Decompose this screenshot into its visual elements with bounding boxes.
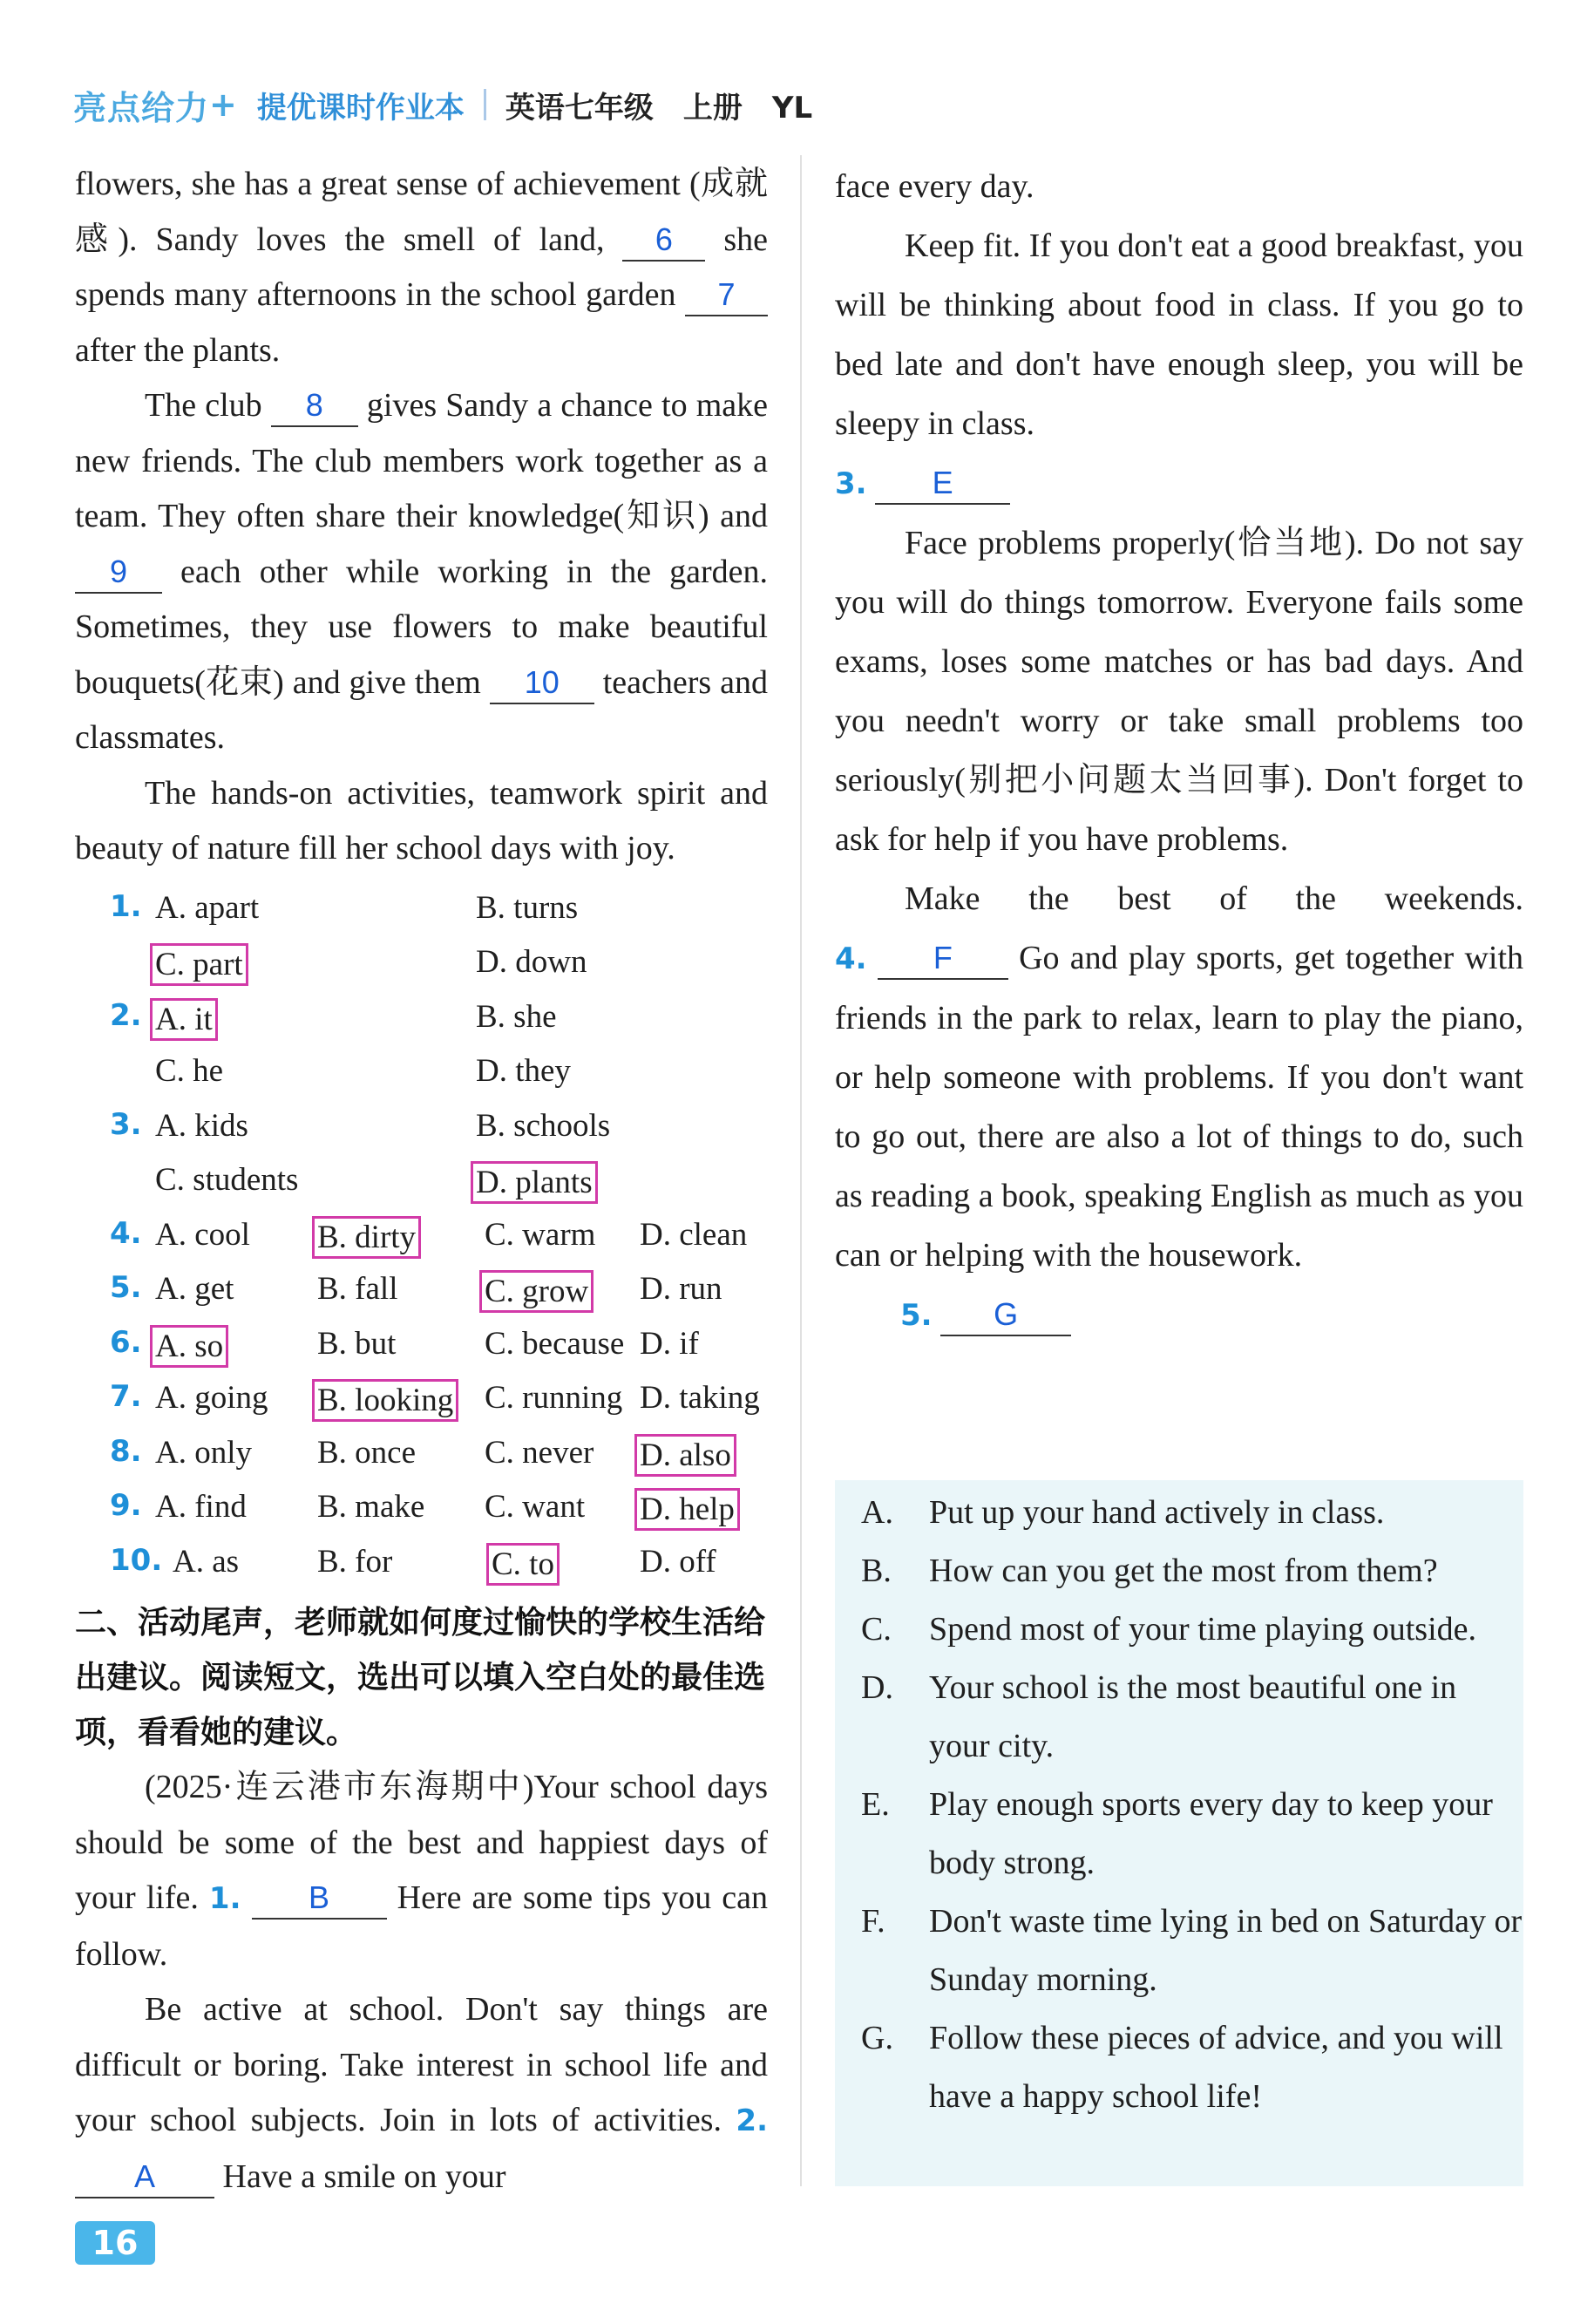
option-text: Spend most of your time playing outside. <box>929 1611 1477 1648</box>
choice-option[interactable]: B. for <box>317 1543 393 1580</box>
page-number: 16 <box>75 2221 155 2265</box>
choice-option[interactable]: C. he <box>155 1053 224 1089</box>
passage-paragraph: The hands-on activities, teamwork spirit and beauty of nature fill her school days with joy. <box>75 774 768 866</box>
choice-row <box>75 882 768 937</box>
option-item <box>861 1892 1523 2009</box>
question-number: 2. <box>110 997 142 1033</box>
answer-blank-1[interactable]: B <box>252 1878 387 1920</box>
choice-option[interactable]: A. kids <box>155 1107 248 1144</box>
choice-option[interactable]: D. help <box>634 1488 740 1531</box>
answer-blank-5[interactable]: G <box>940 1295 1071 1336</box>
option-letter: D. <box>861 1669 893 1706</box>
question-number: 3. <box>835 466 867 501</box>
choice-row <box>75 1263 768 1318</box>
option-item <box>861 1659 1523 1776</box>
option-item <box>861 1542 1523 1600</box>
choice-row <box>75 1427 768 1482</box>
multiple-choice-list <box>75 882 768 1591</box>
option-text: How can you get the most from them? <box>929 1553 1438 1589</box>
choice-option[interactable]: D. taking <box>640 1380 760 1416</box>
option-text: Play enough sports every day to keep your body strong. <box>929 1786 1493 1881</box>
choice-option[interactable]: D. clean <box>640 1216 748 1253</box>
choice-option[interactable]: C. grow <box>479 1270 594 1313</box>
choice-option[interactable]: A. going <box>155 1380 268 1416</box>
choice-option[interactable]: B. looking <box>312 1379 458 1422</box>
page-header <box>73 80 812 129</box>
section-2-title: 二、活动尾声，老师就如何度过愉快的学校生活给出建议。阅读短文，选出可以填入空白处的最佳选项，看看她的建议。 <box>75 1605 766 1750</box>
option-item <box>861 1484 1523 1542</box>
choice-option[interactable]: C. warm <box>485 1216 596 1253</box>
choice-option[interactable]: B. but <box>317 1325 397 1362</box>
choice-option[interactable]: A. only <box>155 1434 252 1471</box>
choice-option[interactable]: A. cool <box>155 1216 250 1253</box>
passage-paragraph: Face problems properly(恰当地). Do not say you will do things tomorrow. Everyone fails some exams, loses some matches or has bad days. And you needn't worry or take small problems too seriously(别把小问题太当回事). Don't forget to ask for help if you have problems. <box>835 525 1523 858</box>
question-number: 3. <box>110 1106 142 1142</box>
blank-8[interactable]: 8 <box>271 385 358 427</box>
choice-option[interactable]: C. to <box>486 1543 560 1586</box>
choice-option[interactable]: B. dirty <box>312 1216 421 1259</box>
question-line <box>835 453 1523 513</box>
right-column <box>835 157 1523 1345</box>
question-number: 8. <box>110 1433 142 1469</box>
option-text: Don't waste time lying in bed on Saturday or Sunday morning. <box>929 1903 1523 1998</box>
choice-option[interactable]: A. so <box>150 1325 228 1368</box>
choice-option[interactable]: D. they <box>476 1053 571 1089</box>
choice-option[interactable]: C. never <box>485 1434 594 1471</box>
option-item <box>861 1600 1523 1659</box>
option-text: Your school is the most beautiful one in your city. <box>929 1669 1457 1764</box>
options-list <box>835 1480 1523 2126</box>
choice-option[interactable]: B. schools <box>476 1107 611 1144</box>
choice-option[interactable]: C. because <box>485 1325 625 1362</box>
choice-option[interactable]: B. turns <box>476 889 579 926</box>
passage-paragraph: (2025·连云港市东海期中)Your school days should be some of the best and happiest days of your life. 1. B Here are some tips you can follow. <box>75 1769 768 1973</box>
option-item <box>861 1776 1523 1892</box>
left-column <box>75 157 768 2205</box>
answer-blank-3[interactable]: E <box>875 463 1010 505</box>
choice-row <box>75 1100 768 1155</box>
choice-option[interactable]: C. want <box>485 1489 586 1525</box>
choice-option[interactable]: C. part <box>150 943 248 986</box>
choice-option[interactable]: C. students <box>155 1162 299 1198</box>
passage-paragraph: The club 8 gives Sandy a chance to make new friends. The club members work together as a team. They often share their knowledge(知识) and 9 each other while working in the garden. Sometimes, they use flowers to make beautiful bouquets(花束) and give them 10 teachers and classmates. <box>75 387 768 756</box>
choice-row <box>75 936 768 991</box>
option-item <box>861 2009 1523 2126</box>
column-divider <box>800 155 802 2186</box>
question-number: 4. <box>110 1215 142 1251</box>
option-text: Follow these pieces of advice, and you will have a happy school life! <box>929 2020 1503 2115</box>
option-text: Put up your hand actively in class. <box>929 1494 1385 1531</box>
choice-option[interactable]: A. find <box>155 1489 247 1525</box>
choice-row <box>75 1209 768 1264</box>
choice-option[interactable]: A. get <box>155 1271 234 1307</box>
blank-9[interactable]: 9 <box>75 552 162 594</box>
choice-row <box>75 991 768 1046</box>
passage-paragraph: Make the best of the weekends. <box>905 880 1523 917</box>
choice-option[interactable]: D. off <box>640 1543 716 1580</box>
passage-paragraph: flowers, she has a great sense of achievement (成就感). Sandy loves the smell of land, 6 she spends many afternoons in the school garden 7 after the plants. <box>75 166 768 369</box>
choice-option[interactable]: A. it <box>150 998 218 1041</box>
choice-option[interactable]: D. if <box>640 1325 699 1362</box>
blank-10[interactable]: 10 <box>490 663 594 704</box>
passage-paragraph: face every day. <box>835 168 1034 205</box>
question-number: 5. <box>900 1298 933 1333</box>
answer-blank-4[interactable]: F <box>878 938 1008 980</box>
choice-option[interactable]: D. also <box>634 1434 736 1477</box>
choice-option[interactable]: A. as <box>173 1543 240 1580</box>
question-number: 6. <box>110 1324 142 1360</box>
choice-option[interactable]: D. plants <box>471 1161 598 1204</box>
blank-7[interactable]: 7 <box>685 275 768 316</box>
subject-title: 英语七年级 上册 YL <box>505 90 813 126</box>
choice-option[interactable]: B. fall <box>317 1271 398 1307</box>
brand-plus: + <box>209 85 238 124</box>
question-number: 5. <box>110 1270 142 1305</box>
blank-6[interactable]: 6 <box>622 220 705 262</box>
choice-option[interactable]: D. down <box>476 944 587 980</box>
question-number: 7. <box>110 1379 142 1414</box>
answer-blank-2[interactable]: A <box>75 2157 214 2198</box>
option-letter: B. <box>861 1553 892 1589</box>
series-title: 提优课时作业本 <box>256 90 465 126</box>
choice-option[interactable]: D. run <box>640 1271 722 1307</box>
choice-row <box>75 1372 768 1427</box>
question-number: 4. <box>835 941 867 976</box>
choice-row <box>75 1536 768 1591</box>
choice-row <box>75 1154 768 1209</box>
passage-paragraph: Keep fit. If you don't eat a good breakfast, you will be thinking about food in class. If you go to bed late and don't have enough sleep, you will be sleepy in class. <box>835 228 1523 442</box>
option-letter: C. <box>861 1611 892 1648</box>
choice-row <box>75 1045 768 1100</box>
question-number: 9. <box>110 1488 142 1523</box>
question-number: 1. <box>208 1881 241 1916</box>
header-divider <box>484 89 486 120</box>
choice-row <box>75 1318 768 1373</box>
choice-option[interactable]: B. make <box>317 1489 425 1525</box>
source-note: (2025·连云港市东海期中) <box>145 1769 534 1805</box>
question-number: 1. <box>110 888 142 924</box>
question-line <box>835 1285 1523 1345</box>
choice-option[interactable]: B. she <box>476 998 557 1035</box>
brand-logo: 亮点给力 <box>73 88 210 127</box>
question-number: 10. <box>110 1542 163 1578</box>
passage-paragraph: 4. F Go and play sports, get together with friends in the park to relax, learn to play the piano, or help someone with problems. If you don't want to go out, there are also a lot of things to do, such as reading a book, speaking English as much as you can or helping with the housework. <box>835 940 1523 1274</box>
option-letter: G. <box>861 2020 893 2056</box>
passage-paragraph: Be active at school. Don't say things are difficult or boring. Take interest in school life and your school subjects. Join in lots of activities. 2. A Have a smile on your <box>75 1982 768 2205</box>
option-letter: E. <box>861 1786 890 1823</box>
choice-row <box>75 1481 768 1536</box>
choice-option[interactable]: B. once <box>317 1434 417 1471</box>
question-number: 2. <box>736 2103 768 2138</box>
choice-option[interactable]: C. running <box>485 1380 623 1416</box>
options-box <box>835 1480 1523 2186</box>
option-letter: A. <box>861 1494 893 1531</box>
choice-option[interactable]: A. apart <box>155 889 260 926</box>
option-letter: F. <box>861 1903 885 1940</box>
